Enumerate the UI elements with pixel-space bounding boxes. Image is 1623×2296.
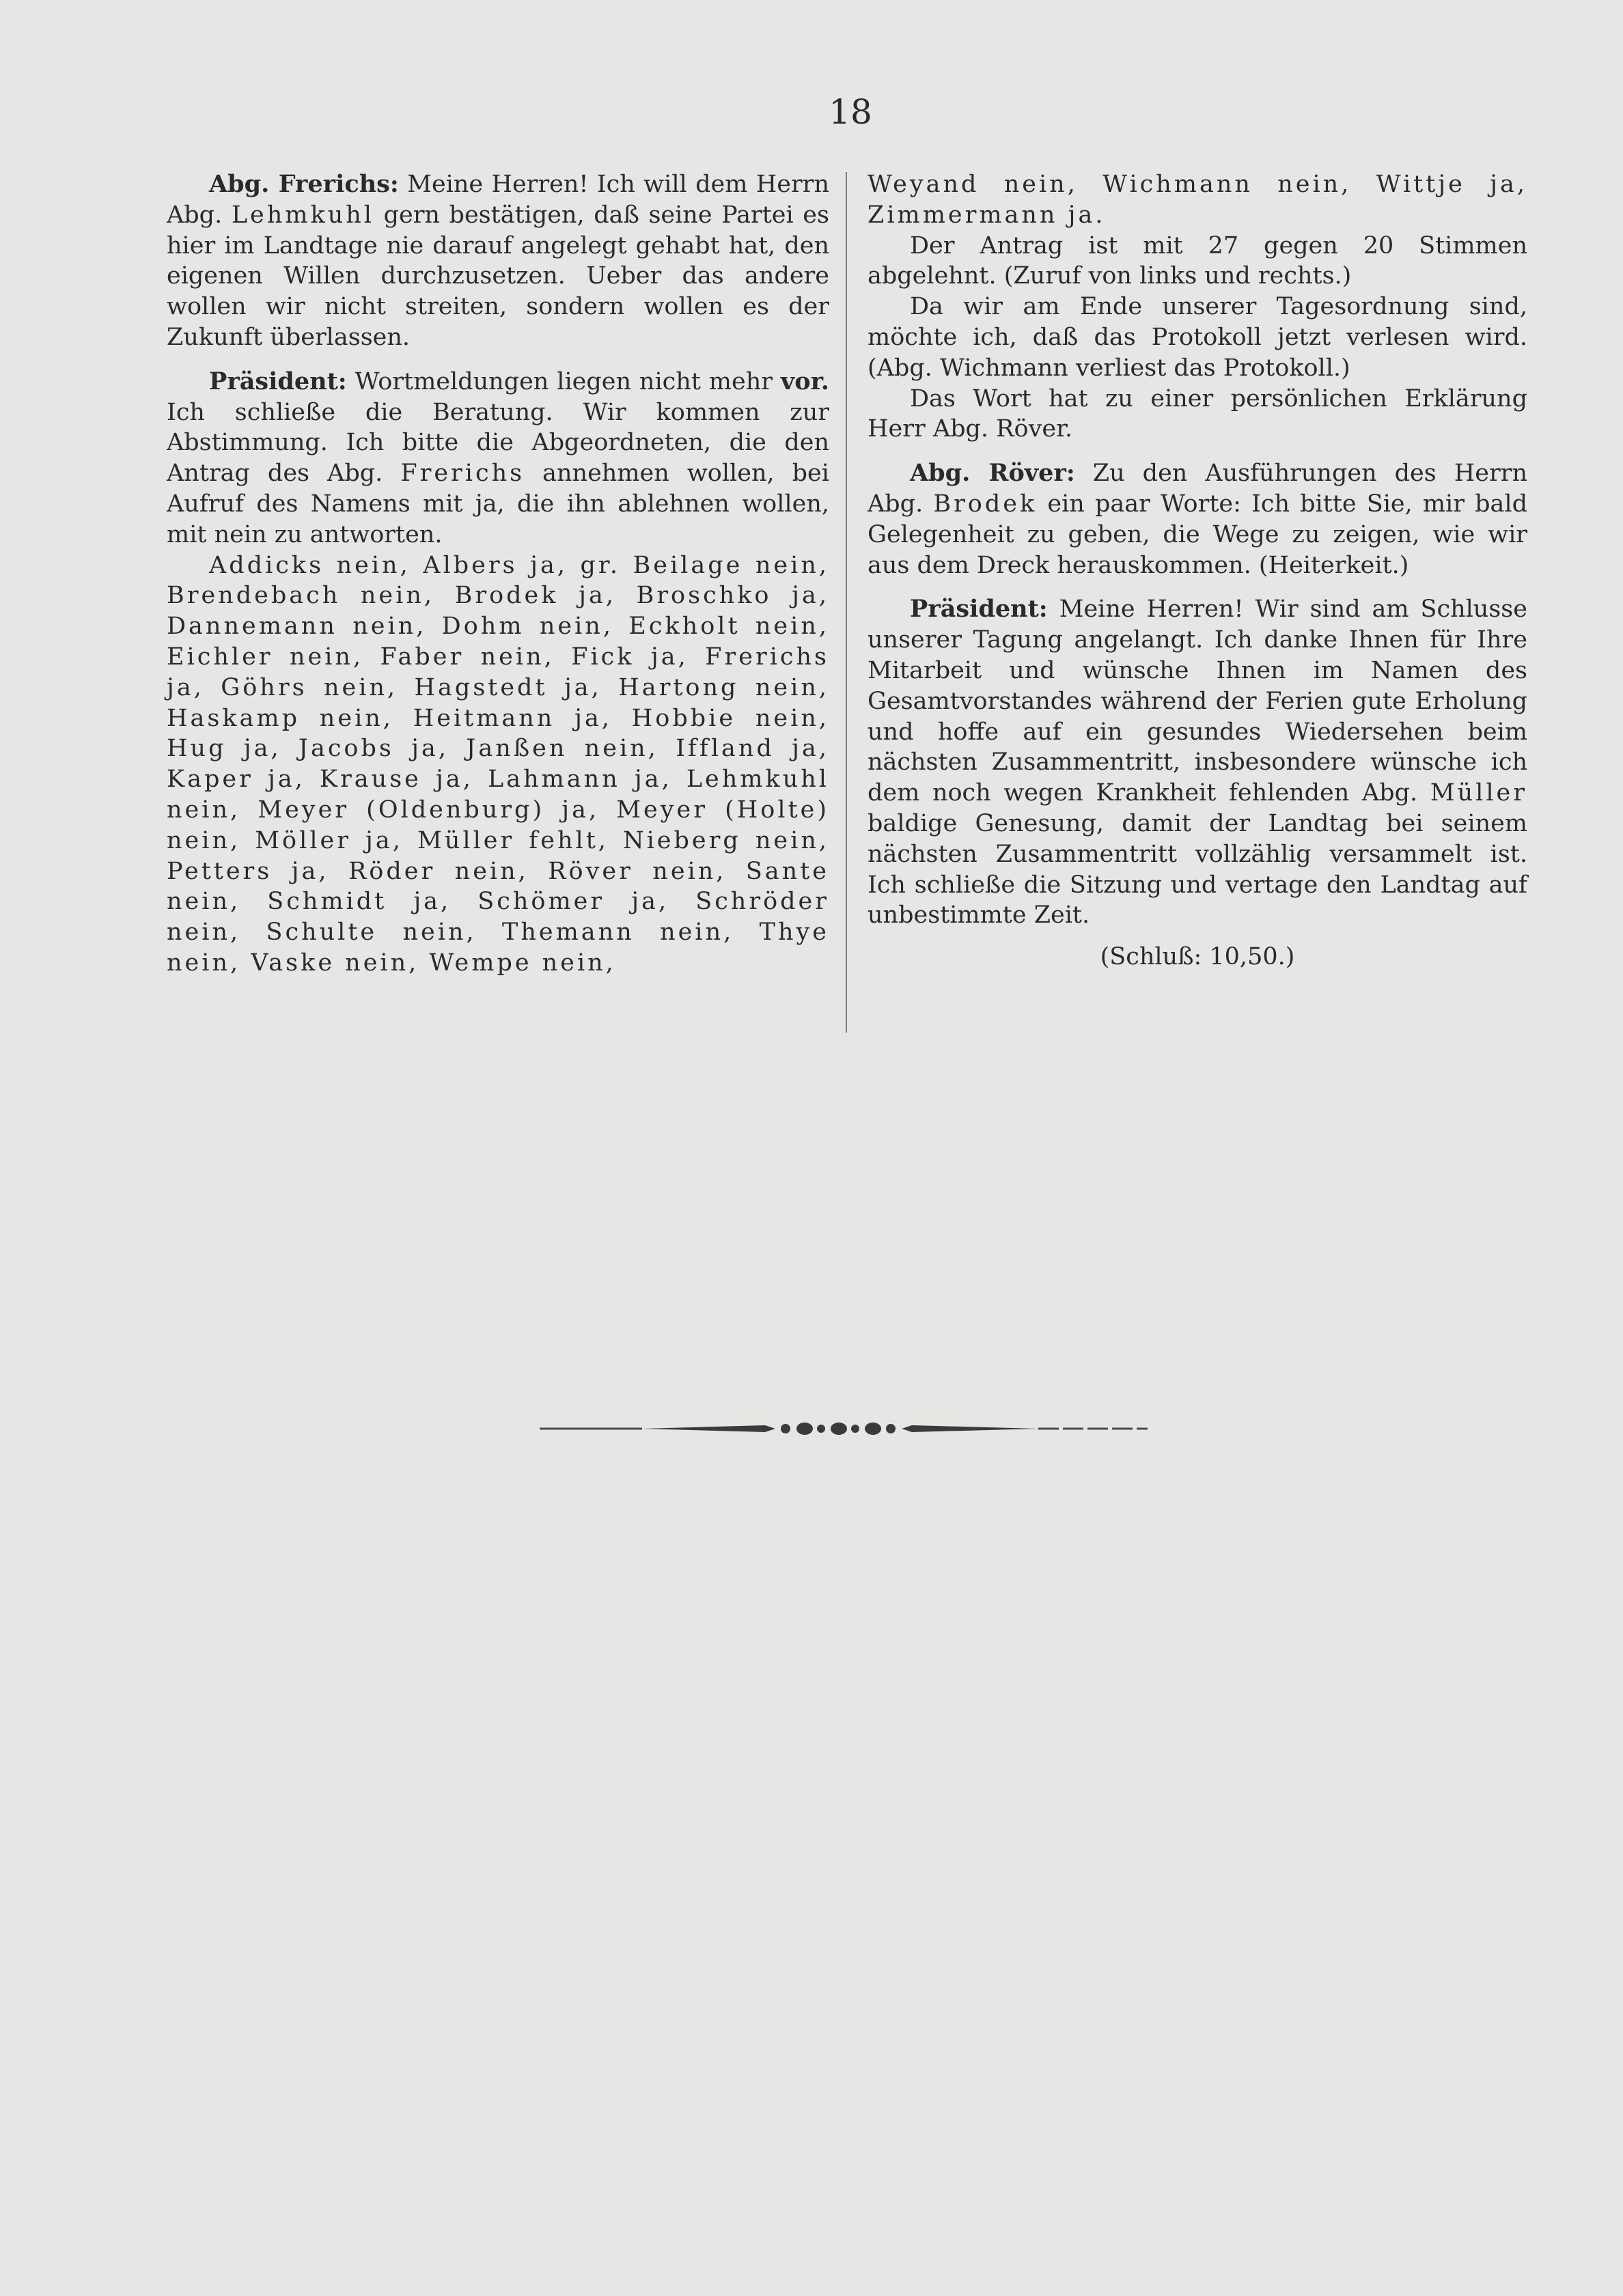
personal-statement-note: Das Wort hat zu einer persönlichen Erklärung Herr Abg. Röver.	[868, 384, 1527, 443]
roll-call-votes-continued: Weyand nein, Wichmann nein, Wittje ja, Zimmermann ja.	[868, 171, 1527, 229]
vote-result: Der Antrag ist mit 27 gegen 20 Stimmen abgelehnt. (Zuruf von links und rechts.)	[868, 232, 1527, 290]
column-rule	[846, 172, 847, 1033]
spaced-name: Lehmkuhl	[231, 201, 374, 229]
speaker-label: Präsident:	[910, 595, 1048, 624]
spaced-name: Frerichs	[400, 460, 525, 488]
spaced-name: Müller	[1430, 779, 1527, 807]
speaker-label: Präsident:	[209, 367, 347, 395]
page-number: 18	[829, 92, 872, 132]
spaced-name: Brodek	[933, 490, 1038, 518]
roll-call-votes: Addicks nein, Albers ja, gr. Beilage nein, Brendebach nein, Brodek ja, Broschko ja, Dannemann nein, Dohm nein, Eckholt nein, Eichler nein, Faber nein, Fick ja, Frerichs ja, Göhrs nein, Hagstedt ja, Hartong nein, Haskamp nein, Heitmann ja, Hobbie nein, Hug ja, Jacobs ja, Janßen nein, Iffland ja, Kaper ja, Krause ja, Lahmann ja, Lehmkuhl nein, Meyer (Oldenburg) ja, Meyer (Holte) nein, Möller ja, Müller fehlt, Nieberg nein, Petters ja, Röder nein, Röver nein, Sante nein, Schmidt ja, Schömer ja, Schröder nein, Schulte nein, Themann nein, Thye nein, Vaske nein, Wempe nein,	[167, 551, 829, 977]
president-statement: Präsident: Wortmeldungen liegen nicht mehr vor. Ich schließe die Beratung. Wir kommen zur Abstimmung. Ich bitte die Abgeordneten, die den Antrag des Abg. Frerichs annehmen wollen, bei Aufruf des Namens mit ja, die ihn ablehnen wollen, mit nein zu antworten.	[167, 367, 829, 548]
speaker-label: Abg. Frerichs:	[209, 170, 399, 198]
protocol-reading: Da wir am Ende unserer Tagesordnung sind, möchte ich, daß das Protokoll jetzt verlesen wird. (Abg. Wichmann verliest das Protokoll.)	[868, 293, 1527, 382]
decorative-divider-ornament	[540, 1412, 1148, 1445]
speaker-label: Abg. Röver:	[910, 459, 1075, 488]
session-closing-time: (Schluß: 10,50.)	[1100, 943, 1295, 971]
right-column	[868, 169, 1527, 972]
president-closing-statement: Präsident: Meine Herren! Wir sind am Schlusse unserer Tagung angelangt. Ich danke Ihnen für Ihre Mitarbeit und wünsche Ihnen im Namen des Gesamtvorstandes während der Ferien gute Erholung und hoffe auf ein gesundes Wiedersehen beim nächsten Zusammentritt, insbesondere wünsche ich dem noch wegen Krankheit fehlenden Abg. Müller baldige Genesung, damit der Landtag bei seinem nächsten Zusammentritt vollzählig versammelt ist. Ich schließe die Sitzung und vertage den Landtag auf unbestimmte Zeit.	[868, 595, 1527, 929]
roever-statement: Abg. Röver: Zu den Ausführungen des Herrn Abg. Brodek ein paar Worte: Ich bitte Sie, mir bald Gelegenheit zu geben, die Wege zu zeigen, wie wir aus dem Dreck herauskommen. (Heiterkeit.)	[868, 459, 1527, 579]
left-column	[167, 169, 829, 979]
frerichs-statement: Abg. Frerichs: Meine Herren! Ich will dem Herrn Abg. Lehmkuhl gern bestätigen, daß seine Partei es hier im Landtage nie darauf angelegt gehabt hat, den eigenen Willen durchzusetzen. Ueber das andere wollen wir nicht streiten, sondern wollen es der Zukunft überlassen.	[167, 170, 829, 351]
